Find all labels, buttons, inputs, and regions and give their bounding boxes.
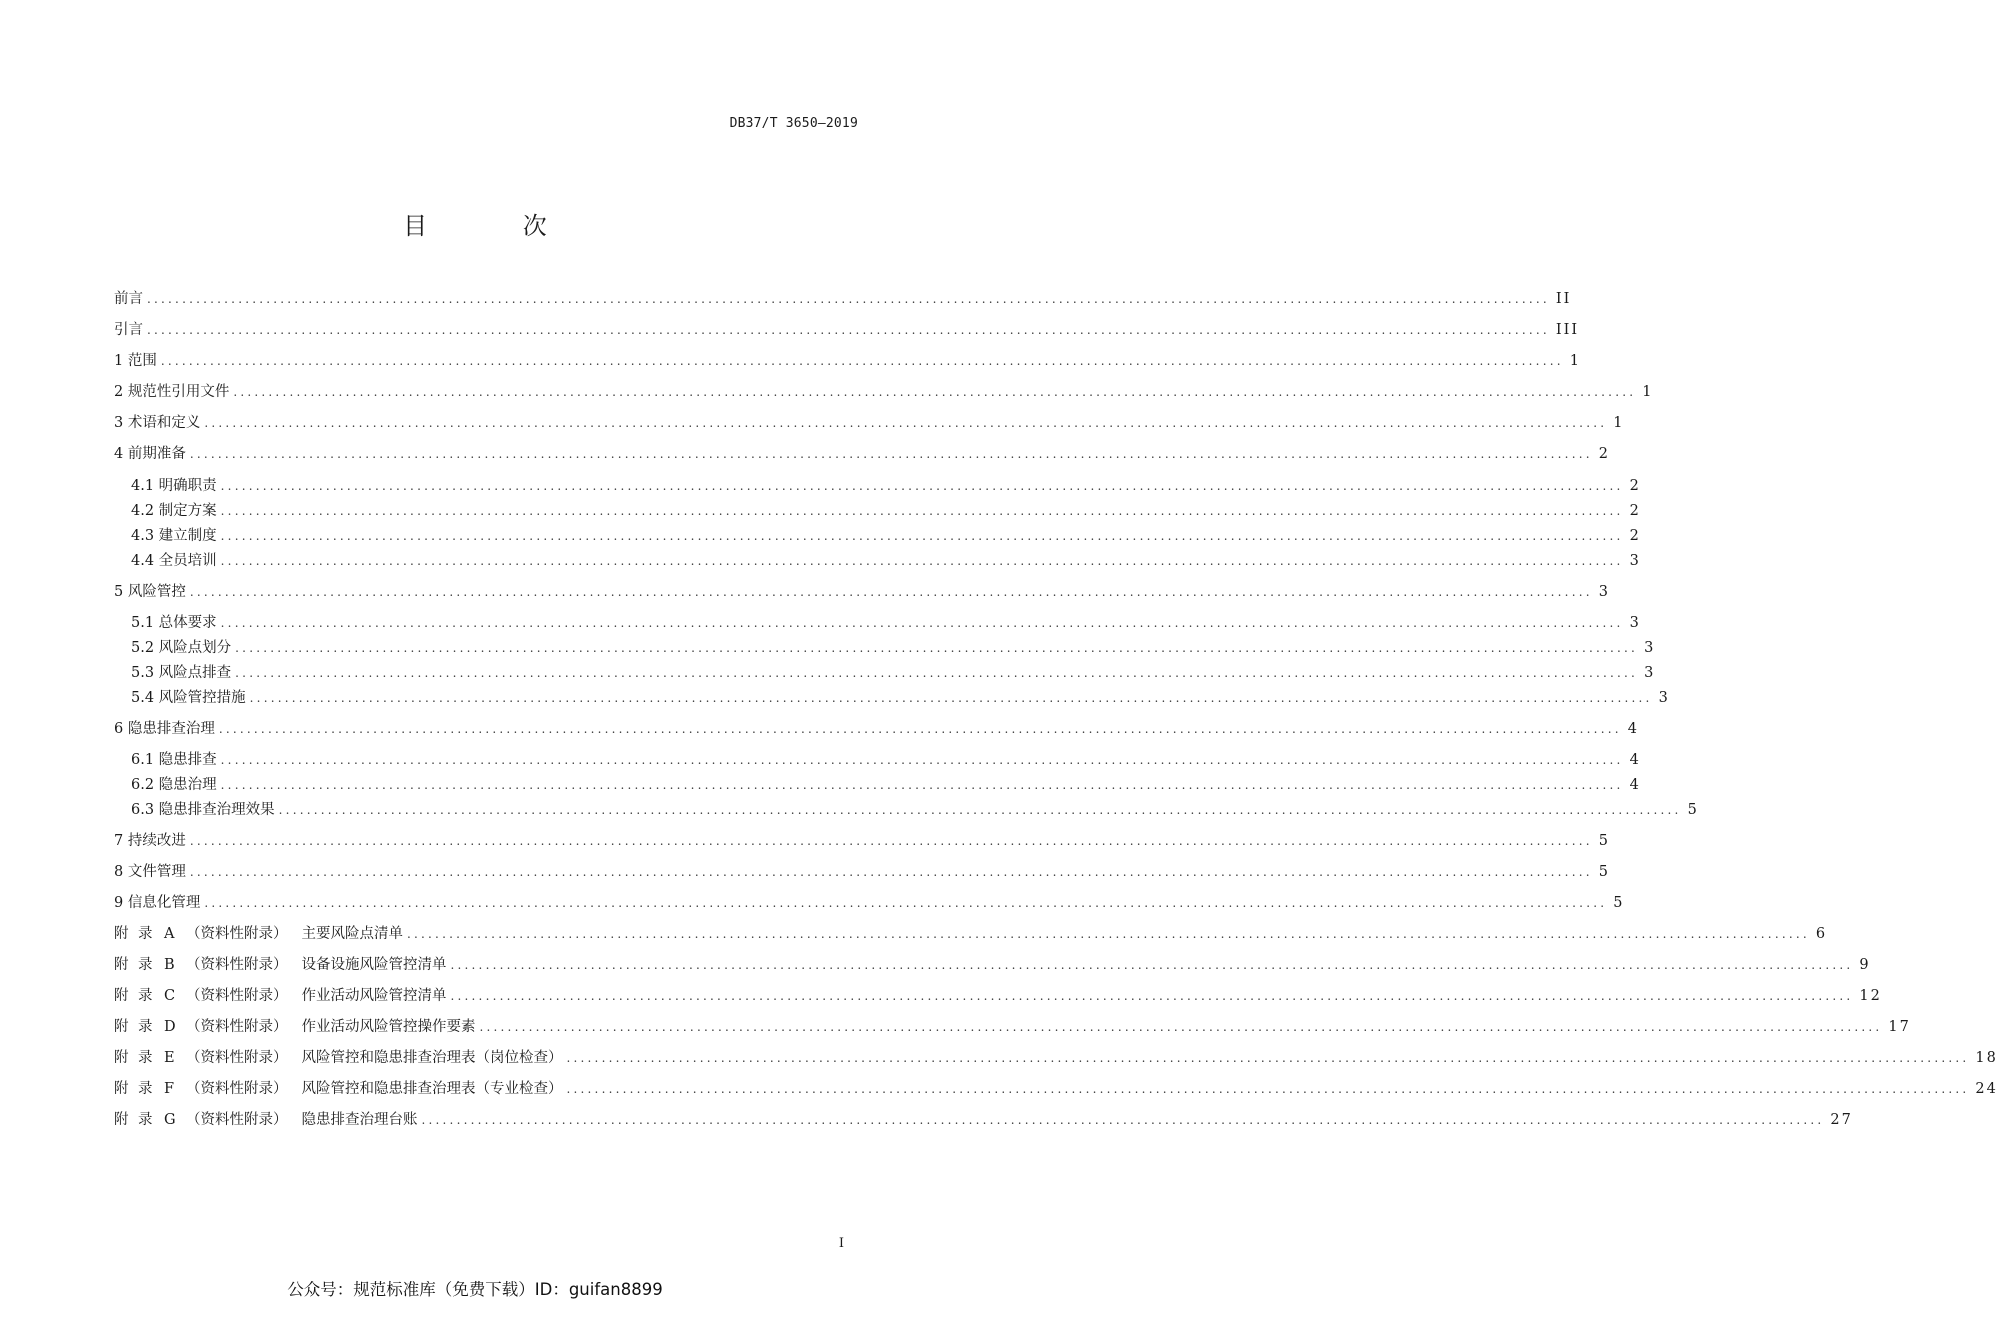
appendix-title: 风险管控和隐患排查治理表（岗位检查） [301, 1050, 563, 1066]
toc-entry-label: 5.1 总体要求 [131, 615, 217, 631]
toc-entry-page: 4 [1627, 721, 1639, 737]
toc-entry-page: 5 [1687, 802, 1699, 818]
appendix-type: （资料性附录） [186, 926, 288, 942]
appendix-label [114, 1079, 567, 1099]
toc-entry-page: 12 [1859, 988, 1882, 1004]
toc-entry[interactable] [131, 798, 1699, 820]
toc-dot-leader: ........................................................................................................................................................................................................ [233, 385, 1637, 399]
toc-dot-leader: ........................................................................................................................................................................................................ [407, 927, 1810, 941]
toc-dot-leader: ........................................................................................................................................................................................................ [220, 479, 1624, 493]
toc-appendix-entry[interactable] [114, 953, 1871, 975]
appendix-word: 录 [138, 957, 153, 973]
toc-entry-label: 7 持续改进 [114, 833, 186, 849]
toc-entry-page: 2 [1598, 446, 1610, 462]
appendix-label [114, 924, 407, 944]
toc-entry-page: 1 [1642, 384, 1654, 400]
appendix-letter: G [164, 1112, 176, 1128]
toc-dot-leader: ........................................................................................................................................................................................................ [147, 323, 1550, 337]
toc-entry-page: 2 [1629, 503, 1641, 519]
appendix-title: 隐患排查治理台账 [301, 1112, 418, 1128]
toc-entry-page: 3 [1629, 615, 1641, 631]
appendix-word: 录 [138, 1050, 153, 1066]
toc-appendix-entry[interactable] [114, 1077, 1998, 1099]
toc-entry-page: 3 [1644, 665, 1656, 681]
toc-entry[interactable] [114, 717, 1639, 739]
toc-entry-label: 4.1 明确职责 [131, 478, 217, 494]
toc-entry-page: 2 [1629, 478, 1641, 494]
toc-entry-page: II [1555, 291, 1572, 307]
appendix-title: 风险管控和隐患排查治理表（专业检查） [301, 1081, 563, 1097]
page-number: I [838, 1236, 844, 1251]
toc-dot-leader: ........................................................................................................................................................................................................ [189, 585, 1593, 599]
toc-dot-leader: ........................................................................................................................................................................................................ [235, 666, 1639, 680]
toc-dot-leader: ........................................................................................................................................................................................................ [450, 958, 1854, 972]
appendix-prefix: 附 [114, 1081, 129, 1097]
toc-entry[interactable] [131, 611, 1641, 633]
toc-appendix-entry[interactable] [114, 984, 1882, 1006]
toc-entry-label: 4.3 建立制度 [131, 528, 217, 544]
toc-dot-leader: ........................................................................................................................................................................................................ [235, 641, 1639, 655]
standard-code: DB37/T 3650—2019 [729, 116, 858, 131]
toc-entry[interactable] [114, 829, 1610, 851]
toc-appendix-entry[interactable] [114, 922, 1828, 944]
toc-dot-leader: ........................................................................................................................................................................................................ [566, 1051, 1970, 1065]
toc-entry-page: 2 [1629, 528, 1641, 544]
page-title: 目 次 [403, 212, 591, 240]
toc-dot-leader: ........................................................................................................................................................................................................ [566, 1082, 1970, 1096]
appendix-label [114, 1048, 567, 1068]
toc-entry-page: 3 [1644, 640, 1656, 656]
appendix-letter: B [164, 957, 175, 973]
toc-entry-label: 4.4 全员培训 [131, 553, 217, 569]
toc-entry-page: 3 [1598, 584, 1610, 600]
toc-entry-page: 3 [1629, 553, 1641, 569]
toc-dot-leader: ........................................................................................................................................................................................................ [204, 416, 1608, 430]
appendix-prefix: 附 [114, 988, 129, 1004]
appendix-letter: E [164, 1050, 175, 1066]
toc-entry[interactable] [131, 474, 1641, 496]
toc-entry-label: 2 规范性引用文件 [114, 384, 230, 400]
appendix-prefix: 附 [114, 1019, 129, 1035]
toc-dot-leader: ........................................................................................................................................................................................................ [220, 504, 1624, 518]
appendix-title: 作业活动风险管控清单 [301, 988, 447, 1004]
toc-entry[interactable] [131, 549, 1641, 571]
appendix-letter: C [164, 988, 176, 1004]
toc-dot-leader: ........................................................................................................................................................................................................ [450, 989, 1854, 1003]
toc-entry[interactable] [114, 442, 1610, 464]
appendix-letter: F [164, 1081, 175, 1097]
toc-entry-label: 6 隐患排查治理 [114, 721, 215, 737]
toc-entry-page: 3 [1658, 690, 1670, 706]
toc-entry[interactable] [114, 860, 1610, 882]
appendix-type: （资料性附录） [186, 1050, 288, 1066]
toc-entry-page: 1 [1569, 353, 1581, 369]
appendix-letter: D [164, 1019, 176, 1035]
toc-entry[interactable] [131, 499, 1641, 521]
appendix-letter: A [164, 926, 175, 942]
appendix-prefix: 附 [114, 1050, 129, 1066]
toc-dot-leader: ........................................................................................................................................................................................................ [204, 896, 1608, 910]
appendix-prefix: 附 [114, 1112, 129, 1128]
toc-appendix-entry[interactable] [114, 1108, 1853, 1130]
toc-entry[interactable] [131, 661, 1656, 683]
appendix-type: （资料性附录） [186, 957, 288, 973]
appendix-label [114, 955, 451, 975]
toc-entry-page: 5 [1598, 833, 1610, 849]
toc-dot-leader: ........................................................................................................................................................................................................ [421, 1113, 1825, 1127]
toc-entry[interactable] [114, 349, 1581, 371]
appendix-word: 录 [138, 988, 153, 1004]
toc-entry[interactable] [131, 686, 1670, 708]
toc-entry-label: 5.2 风险点划分 [131, 640, 232, 656]
appendix-type: （资料性附录） [186, 1081, 288, 1097]
appendix-type: （资料性附录） [186, 988, 288, 1004]
toc-entry[interactable] [114, 580, 1610, 602]
toc-dot-leader: ........................................................................................................................................................................................................ [189, 447, 1593, 461]
toc-entry-page: 27 [1830, 1112, 1853, 1128]
appendix-prefix: 附 [114, 926, 129, 942]
toc-entry-page: 17 [1888, 1019, 1911, 1035]
toc-entry-label: 5 风险管控 [114, 584, 186, 600]
appendix-word: 录 [138, 1112, 153, 1128]
toc-entry[interactable] [131, 524, 1641, 546]
toc-entry-page: 5 [1613, 895, 1625, 911]
toc-entry-page: 24 [1975, 1081, 1998, 1097]
toc-dot-leader: ........................................................................................................................................................................................................ [147, 292, 1550, 306]
toc-entry-label: 引言 [114, 322, 143, 338]
toc-entry-label: 1 范围 [114, 353, 157, 369]
toc-entry-label: 5.4 风险管控措施 [131, 690, 246, 706]
toc-entry[interactable] [114, 287, 1572, 309]
appendix-title: 作业活动风险管控操作要素 [301, 1019, 476, 1035]
toc-entry-label: 4.2 制定方案 [131, 503, 217, 519]
toc-entry[interactable] [114, 891, 1625, 913]
toc-entry-label: 3 术语和定义 [114, 415, 201, 431]
toc-entry-label: 6.1 隐患排查 [131, 752, 217, 768]
appendix-prefix: 附 [114, 957, 129, 973]
toc-entry-page: 5 [1598, 864, 1610, 880]
appendix-word: 录 [138, 1019, 153, 1035]
toc-dot-leader: ........................................................................................................................................................................................................ [189, 865, 1593, 879]
appendix-word: 录 [138, 926, 153, 942]
toc-dot-leader: ........................................................................................................................................................................................................ [220, 554, 1624, 568]
toc-entry-label: 6.3 隐患排查治理效果 [131, 802, 275, 818]
toc-entry-label: 前言 [114, 291, 143, 307]
toc-entry-label: 9 信息化管理 [114, 895, 201, 911]
toc-entry-page: 9 [1859, 957, 1871, 973]
toc-dot-leader: ........................................................................................................................................................................................................ [249, 691, 1653, 705]
appendix-type: （资料性附录） [186, 1019, 288, 1035]
toc-dot-leader: ........................................................................................................................................................................................................ [220, 753, 1624, 767]
appendix-label [114, 1017, 480, 1037]
appendix-word: 录 [138, 1081, 153, 1097]
appendix-title: 设备设施风险管控清单 [301, 957, 447, 973]
toc-appendix-entry[interactable] [114, 1046, 1998, 1068]
toc-dot-leader: ........................................................................................................................................................................................................ [220, 529, 1624, 543]
toc-entry-label: 8 文件管理 [114, 864, 186, 880]
toc-entry[interactable] [131, 748, 1641, 770]
toc-appendix-entry[interactable] [114, 1015, 1911, 1037]
toc-entry-label: 6.2 隐患治理 [131, 777, 217, 793]
toc-dot-leader: ........................................................................................................................................................................................................ [278, 803, 1682, 817]
appendix-label [114, 1110, 422, 1130]
toc-entry-page: 4 [1629, 752, 1641, 768]
toc-entry-label: 5.3 风险点排查 [131, 665, 232, 681]
toc-dot-leader: ........................................................................................................................................................................................................ [189, 834, 1593, 848]
toc-dot-leader: ........................................................................................................................................................................................................ [218, 722, 1622, 736]
toc-dot-leader: ........................................................................................................................................................................................................ [220, 778, 1624, 792]
toc-entry-page: 18 [1975, 1050, 1998, 1066]
toc-entry[interactable] [114, 380, 1654, 402]
appendix-title: 主要风险点清单 [301, 926, 403, 942]
appendix-type: （资料性附录） [186, 1112, 288, 1128]
appendix-label [114, 986, 451, 1006]
footer-note: 公众号：规范标准库（免费下载）ID：guifan8899 [287, 1280, 663, 1299]
toc-entry[interactable] [131, 773, 1641, 795]
toc-entry[interactable] [114, 318, 1580, 340]
toc-entry[interactable] [114, 411, 1625, 433]
toc-entry-page: III [1555, 322, 1580, 338]
toc-dot-leader: ........................................................................................................................................................................................................ [160, 354, 1564, 368]
toc-entry-label: 4 前期准备 [114, 446, 186, 462]
toc-entry-page: 1 [1613, 415, 1625, 431]
toc-entry-page: 4 [1629, 777, 1641, 793]
toc-entry[interactable] [131, 636, 1656, 658]
toc-dot-leader: ........................................................................................................................................................................................................ [220, 616, 1624, 630]
toc-entry-page: 6 [1815, 926, 1828, 942]
toc-dot-leader: ........................................................................................................................................................................................................ [479, 1020, 1883, 1034]
